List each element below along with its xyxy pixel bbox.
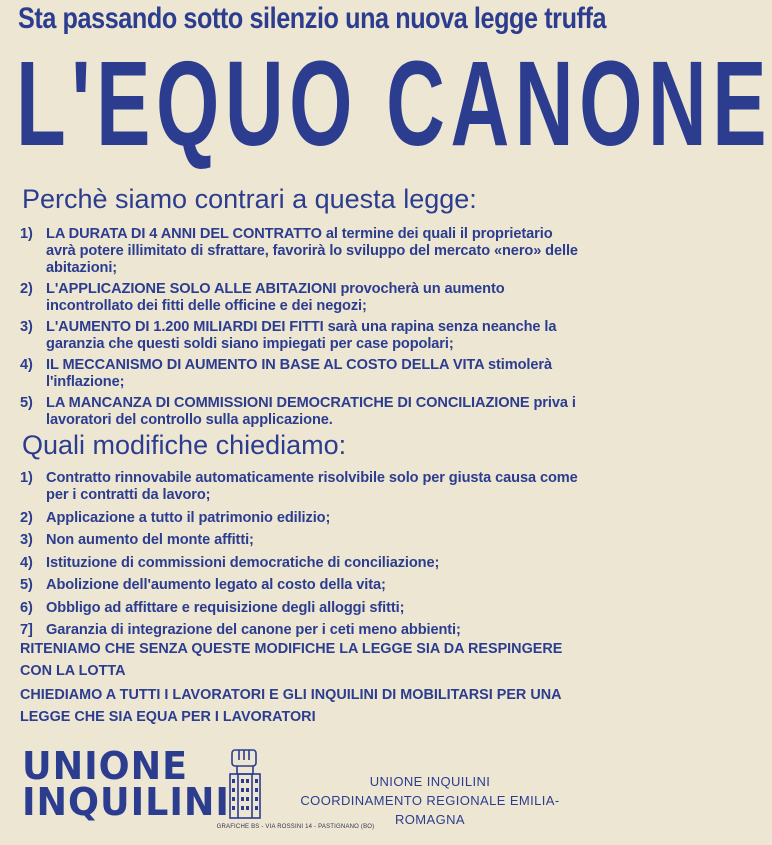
fist-building-icon	[224, 746, 266, 820]
section-heading-demands: Quali modifiche chiediamo:	[22, 430, 347, 460]
list-item	[20, 357, 580, 391]
item-number: 7]	[20, 622, 33, 638]
item-number: 4)	[20, 357, 33, 373]
list-item	[20, 470, 580, 504]
item-number: 3)	[20, 532, 33, 548]
item-text: Obbligo ad affittare e requisizione degli alloggi sfitti;	[46, 599, 405, 616]
item-text: IL MECCANISMO DI AUMENTO IN BASE AL COSTO DELLA VITA stimolerà l'inflazione;	[46, 357, 552, 390]
item-number: 4)	[20, 554, 33, 571]
section-heading-reasons: Perchè siamo contrari a questa legge:	[22, 184, 477, 214]
item-number: 5)	[20, 395, 33, 411]
item-number: 2)	[20, 509, 33, 526]
organization-info	[290, 772, 570, 829]
item-text: Abolizione dell'aumento legato al costo della vita;	[46, 577, 386, 593]
printer-credit: GRAFICHE BS - VIA ROSSINI 14 - PASTIGNANO (BO)	[216, 824, 375, 830]
org-name: UNIONE INQUILINI	[369, 774, 491, 789]
item-number: 1)	[20, 470, 33, 486]
item-text: L'APPLICAZIONE SOLO ALLE ABITAZIONI provocherà un aumento incontrollato dei fitti delle officine e dei negozi;	[46, 281, 505, 314]
poster-title: L'EQUO CANONE	[16, 36, 772, 172]
union-logo	[22, 744, 230, 824]
item-number: 2)	[20, 281, 33, 297]
item-text: LA DURATA DI 4 ANNI DEL CONTRATTO al termine dei quali il proprietario avrà potere illimitato di sfrattare, favorirà lo sviluppo del mercato «nero» delle abitazioni;	[46, 226, 578, 276]
demands-list	[20, 470, 580, 645]
list-item	[20, 577, 580, 594]
item-text: Garanzia di integrazione del canone per i ceti meno abbienti;	[46, 622, 461, 638]
item-text: Applicazione a tutto il patrimonio edilizio;	[46, 509, 331, 526]
list-item	[20, 319, 580, 353]
item-text: Contratto rinnovabile automaticamente risolvibile solo per giusta causa come per i contratti da lavoro;	[46, 470, 578, 503]
list-item	[20, 555, 580, 572]
list-item	[20, 532, 580, 549]
statement-reject: RITENIAMO CHE SENZA QUESTE MODIFICHE LA LEGGE SIA DA RESPINGERE CON LA LOTTA	[20, 641, 563, 679]
item-number: 6)	[20, 599, 33, 616]
list-item	[20, 600, 580, 617]
item-number: 5)	[20, 577, 33, 593]
logo-line-2: INQUILINI	[22, 780, 230, 824]
statement-mobilize: CHIEDIAMO A TUTTI I LAVORATORI E GLI INQUILINI DI MOBILITARSI PER UNA LEGGE CHE SIA EQUA PER I LAVORATORI	[20, 687, 561, 725]
list-item	[20, 226, 580, 277]
poster-subtitle: Sta passando sotto silenzio una nuova legge truffa	[18, 2, 607, 35]
org-region: COORDINAMENTO REGIONALE EMILIA-ROMAGNA	[300, 793, 560, 827]
item-text: Non aumento del monte affitti;	[46, 532, 254, 548]
item-number: 1)	[20, 226, 33, 242]
reasons-list	[20, 226, 580, 433]
list-item	[20, 622, 580, 639]
item-number: 3)	[20, 319, 33, 335]
item-text: Istituzione di commissioni democratiche di conciliazione;	[46, 554, 440, 571]
logo-line-1: UNIONE	[22, 744, 188, 788]
list-item	[20, 281, 580, 315]
list-item	[20, 510, 580, 527]
item-text: L'AUMENTO DI 1.200 MILIARDI DEI FITTI sarà una rapina senza neanche la garanzia che questi soldi siano impiegati per case popolari;	[46, 319, 557, 352]
item-text: LA MANCANZA DI COMMISSIONI DEMOCRATICHE DI CONCILIAZIONE priva i lavoratori del controllo sulla applicazione.	[46, 395, 576, 428]
list-item	[20, 395, 580, 429]
